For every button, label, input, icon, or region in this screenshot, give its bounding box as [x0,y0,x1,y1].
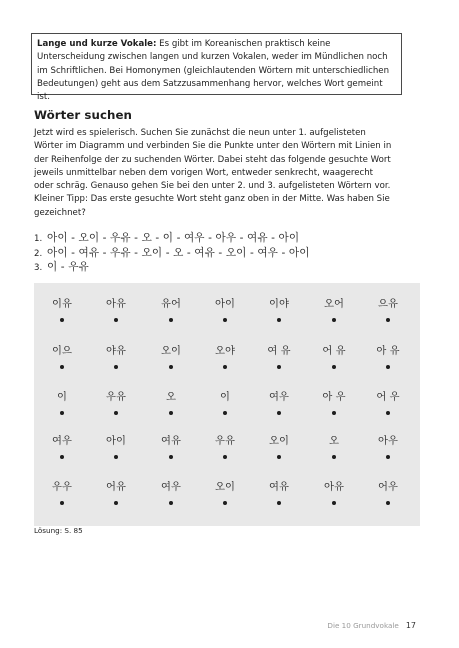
grid-cell [198,298,252,322]
task-item-3 [34,259,310,274]
connection-dot[interactable] [169,455,173,459]
grid-word: 아유 [324,481,344,493]
connection-dot[interactable] [277,365,281,369]
grid-cell [198,391,252,415]
connection-dot[interactable] [386,455,390,459]
grid-word: 오이 [215,481,235,493]
grid-cell [89,391,143,415]
task-sequence: 아이 - 여유 - 우유 - 오이 - 오 - 여유 - 오이 - 여우 - 아이 [47,246,310,259]
grid-word: 야유 [106,345,126,357]
grid-cell [35,345,89,369]
connection-dot[interactable] [332,411,336,415]
connection-dot[interactable] [114,318,118,322]
grid-word: 우유 [106,391,126,403]
info-box-text: Es gibt im Koreanischen praktisch keine Unterscheidung zwischen langen und kurzen Vokalen, weder im Mündlichen noch im Schriftlichen. Bei Homonymen (gleichlautenden Wörtern mit unterschiedlichen Bedeutungen) geht aus dem Satzzusammenhang hervor, welches Wort gemeint ist. [37,39,390,103]
connection-dot[interactable] [277,411,281,415]
grid-cell [252,435,306,459]
grid-cell [361,345,415,369]
task-item-2 [34,245,310,260]
connection-dot[interactable] [332,318,336,322]
task-item-1 [34,230,310,245]
connection-dot[interactable] [332,365,336,369]
connection-dot[interactable] [223,501,227,505]
grid-word: 으유 [378,298,398,310]
connection-dot[interactable] [60,318,64,322]
grid-word: 여 유 [267,345,291,357]
grid-word: 아 우 [322,391,346,403]
grid-cell [198,481,252,505]
grid-word: 여우 [269,391,289,403]
connection-dot[interactable] [60,411,64,415]
connection-dot[interactable] [114,501,118,505]
grid-word: 여우 [161,481,181,493]
grid-cell [35,435,89,459]
task-number: 2. [34,248,43,259]
connection-dot[interactable] [223,455,227,459]
grid-word: 아우 [378,435,398,447]
grid-cell [144,391,198,415]
info-box-label: Lange und kurze Vokale: [37,39,157,49]
grid-cell [89,481,143,505]
grid-cell [307,345,361,369]
grid-word: 이 [220,391,230,403]
connection-dot[interactable] [60,501,64,505]
grid-word: 어유 [106,481,126,493]
grid-word: 아유 [106,298,126,310]
task-sequence: 아이 - 오이 - 우유 - 오 - 이 - 여우 - 아우 - 여유 - 아이 [47,232,300,244]
grid-cell [307,298,361,322]
grid-cell [252,481,306,505]
grid-cell [361,298,415,322]
info-box [31,33,402,103]
page-number: 17 [405,621,416,630]
connection-dot[interactable] [169,411,173,415]
connection-dot[interactable] [114,411,118,415]
grid-cell [35,298,89,322]
grid-word: 오 [166,391,176,403]
grid-word: 어우 [378,481,398,493]
grid-cell [361,435,415,459]
connection-dot[interactable] [386,318,390,322]
grid-word: 여우 [52,435,72,447]
grid-cell [361,391,415,415]
grid-cell [144,481,198,505]
grid-word: 이으 [52,345,72,357]
connection-dot[interactable] [386,411,390,415]
grid-cell [307,481,361,505]
grid-cell [361,481,415,505]
task-number: 3. [34,263,43,273]
grid-word: 우유 [215,435,235,447]
grid-cell [198,435,252,459]
connection-dot[interactable] [332,501,336,505]
page-footer [327,621,416,630]
grid-cell [252,298,306,322]
connection-dot[interactable] [169,318,173,322]
grid-cell [307,435,361,459]
grid-cell [252,391,306,415]
grid-cell [89,298,143,322]
connection-dot[interactable] [386,365,390,369]
connection-dot[interactable] [114,365,118,369]
grid-word: 여유 [269,481,289,493]
grid-word: 이야 [269,298,289,310]
grid-cell [144,298,198,322]
grid-word: 오야 [215,345,235,357]
connection-dot[interactable] [277,501,281,505]
grid-word: 유어 [161,298,181,310]
connection-dot[interactable] [169,501,173,505]
grid-cell [35,391,89,415]
connection-dot[interactable] [169,365,173,369]
grid-word: 오어 [324,298,344,310]
connection-dot[interactable] [332,455,336,459]
grid-cell [252,345,306,369]
grid-word: 아이 [106,435,126,447]
grid-word: 오이 [161,345,181,357]
grid-cell [307,391,361,415]
grid-cell [89,345,143,369]
grid-cell [35,481,89,505]
solution-reference: Lösung: S. 85 [34,526,83,535]
grid-word: 이 [57,391,67,403]
section-intro: Jetzt wird es spielerisch. Suchen Sie zunächst die neun unter 1. aufgelisteten Wörter im Diagramm und verbinden Sie die Punkte unter den Wörtern mit Linien in der Reihenfolge der zu suchenden Wörter. Dabei steht das folgende gesuchte Wort jeweils unmittelbar neben dem vorigen Wort, entweder senkrecht, waagerecht oder schräg. Genauso gehen Sie bei den unter 2. und 3. aufgelisteten Wörtern vor. Kleiner Tipp: Das erste gesuchte Wort steht ganz oben in der Mitte. Was haben Sie gezeichnet? [34,128,392,218]
word-search-grid [34,283,420,526]
connection-dot[interactable] [223,411,227,415]
grid-cell [89,435,143,459]
task-list [34,230,310,274]
grid-word: 오 [329,435,339,447]
connection-dot[interactable] [114,455,118,459]
section-title: Wörter suchen [34,108,132,122]
task-sequence: 이 - 우유 [47,261,89,273]
grid-word: 이유 [52,298,72,310]
connection-dot[interactable] [223,365,227,369]
grid-word: 어 우 [376,391,400,403]
chapter-title: Die 10 Grundvokale [327,621,399,630]
grid-word: 어 유 [322,345,346,357]
connection-dot[interactable] [223,318,227,322]
connection-dot[interactable] [277,318,281,322]
grid-word: 우우 [52,481,72,493]
grid-cell [144,435,198,459]
connection-dot[interactable] [386,501,390,505]
grid-word: 오이 [269,435,289,447]
grid-cell [144,345,198,369]
connection-dot[interactable] [277,455,281,459]
task-number: 1. [34,234,43,244]
grid-word: 아이 [215,298,235,310]
connection-dot[interactable] [60,365,64,369]
grid-cell [198,345,252,369]
grid-word: 여유 [161,435,181,447]
connection-dot[interactable] [60,455,64,459]
grid-word: 아 유 [376,345,400,357]
